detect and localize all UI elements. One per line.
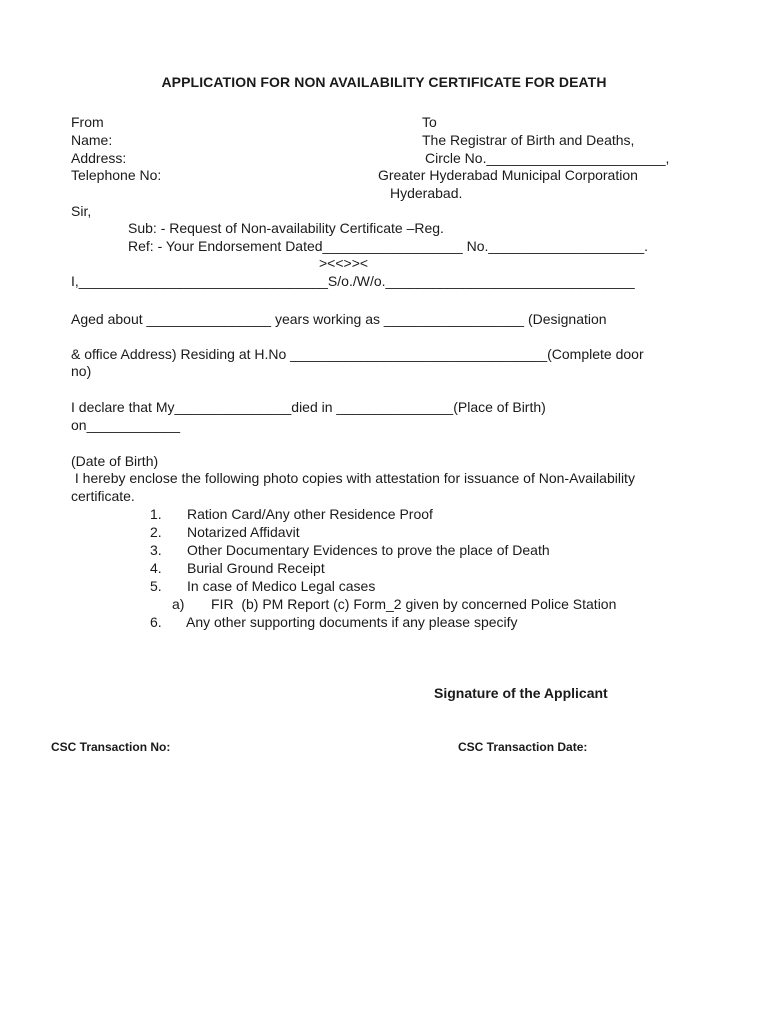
- sub-item-number: a): [172, 596, 185, 612]
- body-line-applicant: I,________________________________S/o./W/o.________________________________: [71, 273, 635, 289]
- csc-transaction-no-label: CSC Transaction No:: [51, 740, 171, 754]
- body-line-address: & office Address) Residing at H.No _________________________________(Complete door: [71, 346, 644, 362]
- subject-line: Sub: - Request of Non-availability Certificate –Reg.: [128, 220, 444, 236]
- body-line-age: Aged about ________________ years working as __________________ (Designation: [71, 311, 607, 327]
- list-item-number: 2.: [150, 524, 162, 540]
- body-line-enclose: I hereby enclose the following photo copies with attestation for issuance of Non-Availability: [71, 470, 635, 486]
- csc-transaction-date-label: CSC Transaction Date:: [458, 740, 588, 754]
- list-item-number: 1.: [150, 506, 162, 522]
- list-item-text: Burial Ground Receipt: [187, 560, 325, 576]
- sub-item-text: FIR (b) PM Report (c) Form_2 given by concerned Police Station: [211, 596, 617, 612]
- list-item-number: 3.: [150, 542, 162, 558]
- list-item-text: Other Documentary Evidences to prove the place of Death: [187, 542, 550, 558]
- body-line-dob: (Date of Birth): [71, 453, 159, 469]
- separator: ><<>><: [319, 255, 369, 271]
- reference-line: Ref: - Your Endorsement Dated__________________ No.____________________.: [128, 238, 648, 254]
- list-item-number: 5.: [150, 578, 162, 594]
- corporation-line: Greater Hyderabad Municipal Corporation: [378, 167, 638, 183]
- salutation: Sir,: [71, 203, 92, 219]
- list-item-text: In case of Medico Legal cases: [187, 578, 376, 594]
- list-item-number: 4.: [150, 560, 162, 576]
- city-line: Hyderabad.: [390, 185, 463, 201]
- list-item-text: Ration Card/Any other Residence Proof: [187, 506, 433, 522]
- to-label: To: [422, 114, 437, 130]
- last-item-text: Any other supporting documents if any please specify: [186, 614, 518, 630]
- body-line-certificate: certificate.: [71, 488, 135, 504]
- list-item-text: Notarized Affidavit: [187, 524, 300, 540]
- from-label: From: [71, 114, 104, 130]
- registrar-line: The Registrar of Birth and Deaths,: [422, 132, 635, 148]
- name-label: Name:: [71, 132, 113, 148]
- circle-line: Circle No._______________________,: [425, 150, 670, 166]
- body-line-door: no): [71, 363, 92, 379]
- body-line-declare: I declare that My_______________died in _______________(Place of Birth): [71, 399, 546, 415]
- last-item-number: 6.: [150, 614, 162, 630]
- telephone-label: Telephone No:: [71, 167, 162, 183]
- address-label: Address:: [71, 150, 127, 166]
- body-line-on: on____________: [71, 417, 181, 433]
- document-title: APPLICATION FOR NON AVAILABILITY CERTIFICATE FOR DEATH: [161, 74, 607, 90]
- signature-label: Signature of the Applicant: [434, 685, 608, 701]
